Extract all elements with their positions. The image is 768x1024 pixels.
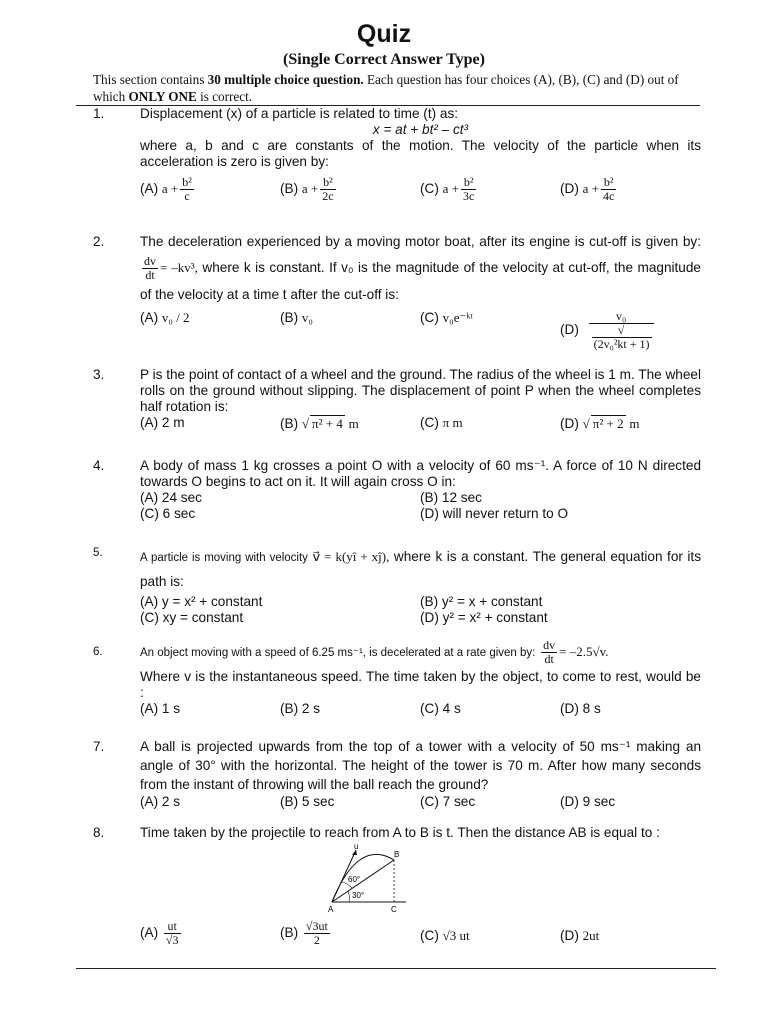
option-a[interactable]: (A) 2 s — [140, 794, 181, 809]
label-angle-30: 30° — [352, 891, 365, 900]
question-number: 1. — [93, 106, 105, 121]
question-text: P is the point of contact of a wheel and the ground. The radius of the wheel is 1 m. The wheel rolls on the ground without slipping. The displacement of point P when the wheel completes half rotation is: — [140, 367, 701, 414]
options-row — [140, 309, 701, 351]
option-a[interactable]: (A) a + $\frac{\text{b²}}{c}$ — [140, 175, 192, 203]
intro-bold-count: 30 multiple choice question. — [207, 72, 364, 87]
option-c[interactable]: (C) 7 sec — [420, 794, 476, 809]
question-8 — [93, 825, 701, 841]
question-text: A ball is projected upwards from the top of a tower with a velocity of 50 ms⁻¹ making an angle of 30° with the horizontal. The height of the tower is 70 m. After how many seconds from the instant of throwing will the ball reach the ground? — [140, 739, 701, 792]
options-row — [140, 176, 701, 210]
question-text-continued: where a, b and c are constants of the motion. The velocity of the particle when its acceleration is zero is given by: — [140, 138, 701, 169]
option-b[interactable]: (B) y² = x + constant — [420, 594, 543, 609]
intro-pre: This section contains — [93, 72, 208, 87]
question-number: 8. — [93, 825, 105, 840]
question-4 — [93, 458, 701, 522]
intro-mid: Each question has four choices (A), (B), (C) and (D) out of which — [93, 72, 679, 104]
options-row — [140, 920, 701, 954]
question-text-line1: An object moving with a speed of 6.25 ms⁻¹, is decelerated at a rate given by: $\frac{dv}{dt}$ = –2.5√v. — [140, 637, 609, 666]
label-u: u — [354, 842, 359, 851]
option-c[interactable]: (C) a + $\frac{\text{b²}}{3c}$ — [420, 175, 475, 203]
option-b[interactable]: (B) v₀ — [280, 310, 313, 325]
question-text: A body of mass 1 kg crosses a point O with a velocity of 60 ms⁻¹. A force of 10 N directed towards O begins to act on it. It will again cross O in: — [140, 458, 701, 489]
question-text: Time taken by the projectile to reach from A to B is t. Then the distance AB is equal to : — [140, 825, 660, 840]
intro-text — [93, 71, 708, 105]
option-d[interactable]: (D) v₀ √ (2v₀²kt + 1) — [560, 310, 656, 351]
option-c[interactable]: (C) xy = constant — [140, 610, 244, 625]
question-number: 2. — [93, 234, 105, 249]
question-number: 7. — [93, 739, 105, 754]
page-subtitle: (Single Correct Answer Type) — [283, 51, 485, 68]
page-title: Quiz — [356, 20, 412, 48]
option-b[interactable]: (B) √ π² + 4 m — [280, 416, 359, 431]
intro-post: is correct. — [196, 89, 253, 104]
dv-dt-fraction: $\frac{dv}{dt}$ — [144, 254, 156, 282]
option-d[interactable]: (D) will never return to O — [420, 506, 569, 521]
options-row — [140, 701, 701, 721]
intro-bold-only-one: ONLY ONE — [128, 89, 197, 104]
option-c[interactable]: (C) v₀e⁻ᵏᵗ — [420, 310, 473, 325]
option-d[interactable]: (D) a + $\frac{\text{b²}}{4c}$ — [560, 175, 615, 203]
option-a[interactable]: (A) y = x² + constant — [140, 594, 263, 609]
question-number: 6. — [93, 646, 103, 658]
question-7 — [93, 737, 701, 810]
projectile-diagram — [318, 842, 418, 914]
label-b: B — [394, 850, 400, 859]
question-equation: x = at + bt² – ct³ — [372, 122, 469, 137]
options-row — [140, 794, 701, 810]
question-1 — [93, 106, 701, 210]
question-number: 3. — [93, 367, 105, 382]
label-c: C — [391, 905, 397, 914]
option-c[interactable]: (C) 6 sec — [140, 506, 196, 521]
option-d[interactable]: (D) 9 sec — [560, 794, 616, 809]
question-number: 4. — [93, 458, 105, 473]
option-a[interactable]: (A) 1 s — [140, 701, 181, 716]
option-a[interactable]: (A) 2 m — [140, 415, 185, 430]
question-8-options — [93, 920, 701, 954]
option-b[interactable]: (B) 5 sec — [280, 794, 335, 809]
question-3 — [93, 367, 701, 435]
option-b[interactable]: (B) a + $\frac{\text{b²}}{2c}$ — [280, 175, 334, 203]
options-row — [140, 506, 701, 522]
option-a[interactable]: (A) $\frac{ut}{√3}$ — [140, 919, 179, 947]
label-angle-60: 60° — [348, 875, 361, 884]
option-b[interactable]: (B) 2 s — [280, 701, 321, 716]
option-b[interactable]: (B) 12 sec — [420, 490, 482, 505]
question-6 — [93, 636, 701, 721]
question-text: Where v is the instantaneous speed. The time taken by the object, to come to rest, would be : — [140, 669, 701, 700]
question-text: The deceleration experienced by a moving motor boat, after its engine is cut-off is given by: $\frac{dv}{dt}$ = –kv³, where k is constant. If v₀ is the magnitude of the velocity at cut-off, the magnitude of the velocity at a time t after the cut-off is: — [140, 234, 701, 302]
options-row — [140, 594, 701, 610]
option-b[interactable]: (B) $\frac{√3ut}{2}$ — [280, 919, 328, 947]
velocity-equation: v⃗ = k(yî + xĵ), — [312, 549, 390, 564]
option-d[interactable]: (D) 2ut — [560, 928, 600, 943]
question-number: 5. — [93, 547, 103, 559]
footer-divider — [76, 968, 716, 969]
option-d[interactable]: (D) √ π² + 2 m — [560, 416, 640, 431]
options-row — [140, 415, 701, 435]
option-d[interactable]: (D) y² = x² + constant — [420, 610, 548, 625]
option-d[interactable]: (D) 8 s — [560, 701, 601, 716]
question-5 — [93, 545, 701, 626]
options-row — [140, 610, 701, 626]
question-text: Displacement (x) of a particle is related to time (t) as: — [140, 106, 459, 121]
question-text: A particle is moving with velocity v⃗ = k(yî + xĵ), where k is a constant. The general equation for its path is: — [140, 549, 702, 589]
angle-arc-30 — [348, 891, 349, 902]
question-2 — [93, 229, 701, 351]
option-c[interactable]: (C) 4 s — [420, 701, 461, 716]
option-c[interactable]: (C) π m — [420, 415, 463, 430]
option-a[interactable]: (A) v₀ / 2 — [140, 310, 190, 325]
option-c[interactable]: (C) √3 ut — [420, 928, 470, 943]
options-row — [140, 490, 701, 506]
option-a[interactable]: (A) 24 sec — [140, 490, 202, 505]
label-a: A — [328, 905, 334, 914]
